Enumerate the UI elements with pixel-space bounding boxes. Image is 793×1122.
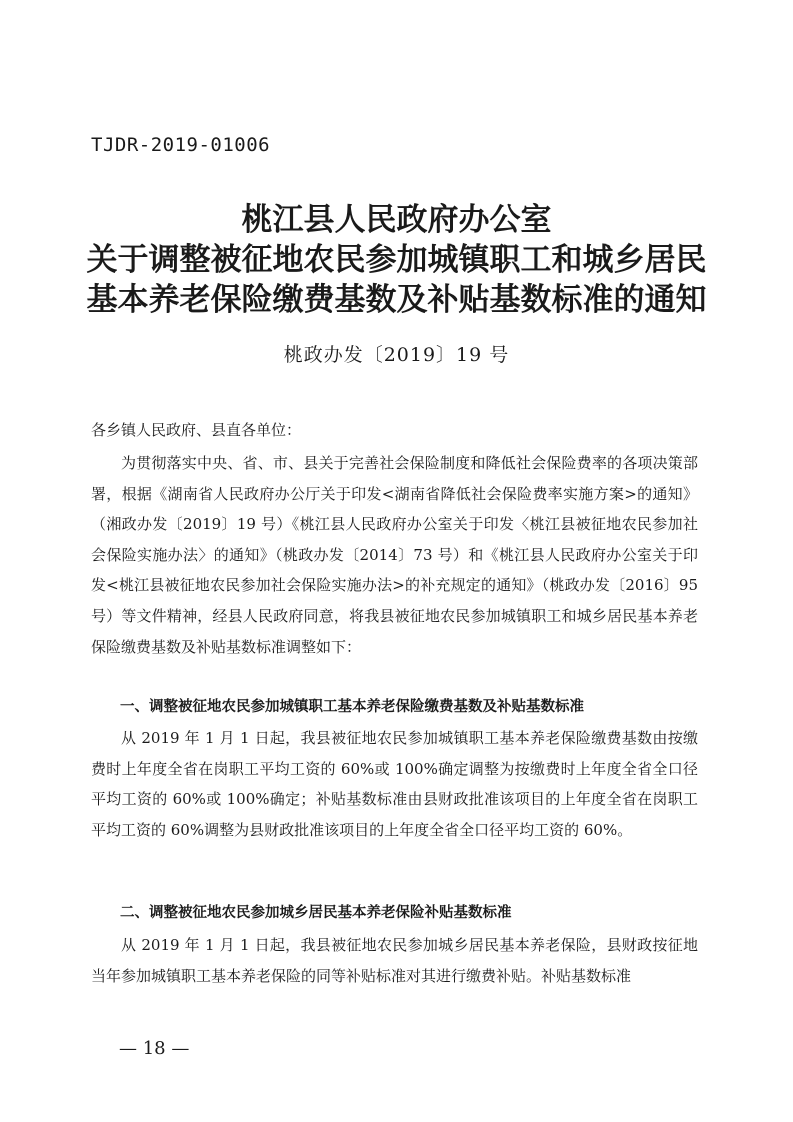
title-line-3: 基本养老保险缴费基数及补贴基数标准的通知: [86, 282, 707, 318]
section-2-paragraph: [91, 930, 698, 991]
title-line-1: 桃江县人民政府办公室: [241, 202, 552, 238]
section-heading-2: [91, 898, 698, 929]
section-2-text: 从 2019 年 1 月 1 日起，我县被征地农民参加城乡居民基本养老保险，县财政按征地当年参加城镇职工基本养老保险的同等补贴标准对其进行缴费补贴。补贴基数标准: [91, 936, 698, 985]
page-number: — 18 —: [119, 1038, 190, 1059]
heading-2-text: 二、调整被征地农民参加城乡居民基本养老保险补贴基数标准: [120, 905, 512, 921]
heading-1-text: 一、调整被征地农民参加城镇职工基本养老保险缴费基数及补贴基数标准: [120, 699, 584, 715]
intro-paragraph: [91, 448, 698, 662]
title-line-2: 关于调整被征地农民参加城镇职工和城乡居民: [86, 242, 707, 278]
document-number: TJDR-2019-01006: [91, 134, 271, 156]
section-heading-1: [91, 692, 698, 723]
issue-number: 桃政办发〔2019〕19 号: [283, 344, 510, 366]
addressee: [91, 415, 698, 446]
intro-text: 为贯彻落实中央、省、市、县关于完善社会保险制度和降低社会保险费率的各项决策部署，根据《湖南省人民政府办公厅关于印发<湖南省降低社会保险费率实施方案>的通知》（湘政办发〔2019〕19 号）《桃江县人民政府办公室关于印发〈桃江县被征地农民参加社会保险实施办法〉的通知》（桃政办发〔2014〕73 号）和《桃江县人民政府办公室关于印发<桃江县被征地农民参加社会保险实施办法>的补充规定的通知》（桃政办发〔2016〕95 号）等文件精神，经县人民政府同意，将我县被征地农民参加城镇职工和城乡居民基本养老保险缴费基数及补贴基数标准调整如下：: [91, 454, 698, 656]
addressee-text: 各乡镇人民政府、县直各单位：: [91, 421, 302, 439]
section-1-paragraph: [91, 723, 698, 845]
document-title: [0, 200, 793, 320]
section-1-text: 从 2019 年 1 月 1 日起，我县被征地农民参加城镇职工基本养老保险缴费基数由按缴费时上年度全省在岗职工平均工资的 60%或 100%确定调整为按缴费时上年度全省全口径平均工资的 60%或 100%确定；补贴基数标准由县财政批准该项目的上年度全省在岗职工平均工资的 60%调整为县财政批准该项目的上年度全省全口径平均工资的 60%。: [91, 729, 698, 839]
